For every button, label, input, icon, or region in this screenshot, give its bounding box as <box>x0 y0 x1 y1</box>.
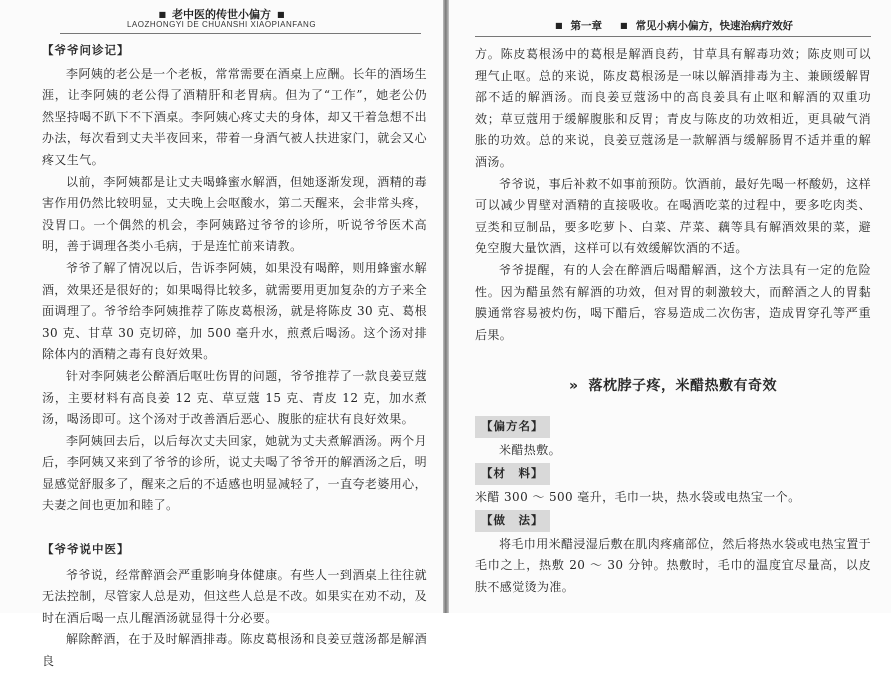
field-label: 【偏方名】 <box>475 416 550 438</box>
running-header-title: ■ 老中医的传世小偏方 ■ <box>0 6 443 22</box>
header-rule <box>475 36 871 37</box>
paragraph: 以前，李阿姨都是让丈夫喝蜂蜜水解酒，但她逐渐发现，酒精的毒害作用仍然比较明显，丈夫晚上会呕酸水，第二天醒来，会非常头疼，没胃口。一个偶然的机会，李阿姨路过爷爷的诊所，听说爷爷医术高明，善于调理各类小毛病，于是连忙前来请教。 <box>42 174 427 254</box>
section-heading-explanation <box>42 539 427 561</box>
remedy-name: 米醋热敷。 <box>499 442 562 457</box>
field-materials <box>475 461 871 487</box>
field-label: 【做 法】 <box>475 510 550 532</box>
paragraph: 李阿姨的老公是一个老板，常常需要在酒桌上应酬。长年的酒场生涯，让李阿姨的老公得了酒精肝和老胃病。但为了“工作”，她老公仍然坚持喝不趴下不下酒桌。李阿姨心疼丈夫的身体，却又干着急想不出办法，每次看到丈夫半夜回来，带着一身酒气被人扶进家门，就会又心疼又生气。 <box>42 66 427 167</box>
section-heading-consultation <box>42 40 427 62</box>
paragraph: 李阿姨回去后，以后每次丈夫回家，她就为丈夫煮解酒汤。两个月后，李阿姨又来到了爷爷的诊所，说丈夫喝了爷爷开的解酒汤之后，明显感觉舒服多了，醒来之后的不适感也明显减轻了，一直夸老婆用心，夫妻之间也更加和睦了。 <box>42 433 427 513</box>
field-label: 【材 料】 <box>475 463 550 485</box>
paragraph: 爷爷提醒，有的人会在醉酒后喝醋解酒，这个方法具有一定的危险性。因为醋虽然有解酒的功效，但对胃的刺激较大，而醉酒之人的胃黏膜通常容易被灼伤，喝下醋后，容易造成二次伤害，造成胃穿孔等严重后果。 <box>475 262 871 342</box>
header-rule <box>60 33 421 34</box>
double-chevron-icon: » <box>568 378 579 395</box>
chapter-title: 常见小病小偏方，快速治病疗效好 <box>635 20 794 32</box>
paragraph: 方。陈皮葛根汤中的葛根是解酒良药，甘草具有解毒功效；陈皮则可以理气止呕。总的来说，陈皮葛根汤是一味以解酒排毒为主、兼顾缓解胃部不适的解酒汤。而良姜豆蔻汤中的高良姜具有止呕和解酒的双重功效；草豆蔻用于缓解腹胀和反胃；青皮与陈皮的功效相近，更具破气消胀的功效。总的来说，良姜豆蔻汤是一款解酒与缓解肠胃不适并重的解酒汤。 <box>475 47 871 169</box>
right-page <box>449 0 891 613</box>
chapter-number: 第一章 <box>570 20 602 32</box>
paragraph: 解除醉酒，在于及时解酒排毒。陈皮葛根汤和良姜豆蔻汤都是解酒良 <box>42 632 427 669</box>
right-body <box>475 44 871 599</box>
left-body <box>42 36 427 673</box>
section-title-text: 落枕脖子疼，米醋热敷有奇效 <box>588 378 778 395</box>
running-header-pinyin: LAOZHONGYI DE CHUANSHI XIAOPIANFANG <box>126 20 317 29</box>
square-bullet-icon: ■ <box>620 20 628 30</box>
materials-text: 米醋 300 ～ 500 毫升，毛巾一块，热水袋或电热宝一个。 <box>475 489 801 504</box>
section-label: 【爷爷说中医】 <box>42 542 130 557</box>
left-page <box>0 0 443 669</box>
section-label: 【爷爷问诊记】 <box>42 43 130 57</box>
square-bullet-icon: ■ <box>554 20 563 30</box>
running-header-chapter <box>449 18 891 33</box>
field-method <box>475 508 871 534</box>
paragraph: 针对李阿姨老公醉酒后呕吐伤胃的问题，爷爷推荐了一款良姜豆蔻汤，主要材料有高良姜 12 克、草豆蔻 15 克、青皮 12 克，加水煮汤，喝汤即可。这个汤对于改善酒后恶心、腹胀的症状有良好效果。 <box>42 368 427 427</box>
paragraph: 爷爷说，事后补救不如事前预防。饮酒前，最好先喝一杯酸奶，这样可以减少胃壁对酒精的直接吸收。在喝酒吃菜的过程中，要多吃肉类、豆类和豆制品，要多吃萝卜、白菜、芹菜、藕等具有解酒效果的菜，避免空腹大量饮酒，这样可以有效缓解饮酒的不适。 <box>475 176 872 256</box>
paragraph: 爷爷了解了情况以后，告诉李阿姨，如果没有喝醉，则用蜂蜜水解酒，效果还是很好的；如果喝得比较多，就需要用更加复杂的方子来全面调理了。爷爷给李阿姨推荐了陈皮葛根汤，就是将陈皮 30 克、葛根 30 克、甘草 30 克切碎，加 500 毫升水，煎煮后喝汤。这个汤对排除体内的酒精之毒有良好效果。 <box>42 260 427 362</box>
field-remedy-name <box>475 414 871 440</box>
section-title <box>475 376 871 398</box>
paragraph: 爷爷说，经常醉酒会严重影响身体健康。有些人一到酒桌上往往就无法控制，尽管家人总是劝，但这些人总是不改。如果实在劝不动，及时在酒后喝一点儿醒酒汤就显得十分必要。 <box>42 567 427 625</box>
method-text: 将毛巾用米醋浸湿后敷在肌肉疼痛部位，然后将热水袋或电热宝置于毛巾之上，热敷 20 ～ 30 分钟。热敷时，毛巾的温度宜尽量高，以皮肤不感觉烫为准。 <box>475 536 872 595</box>
